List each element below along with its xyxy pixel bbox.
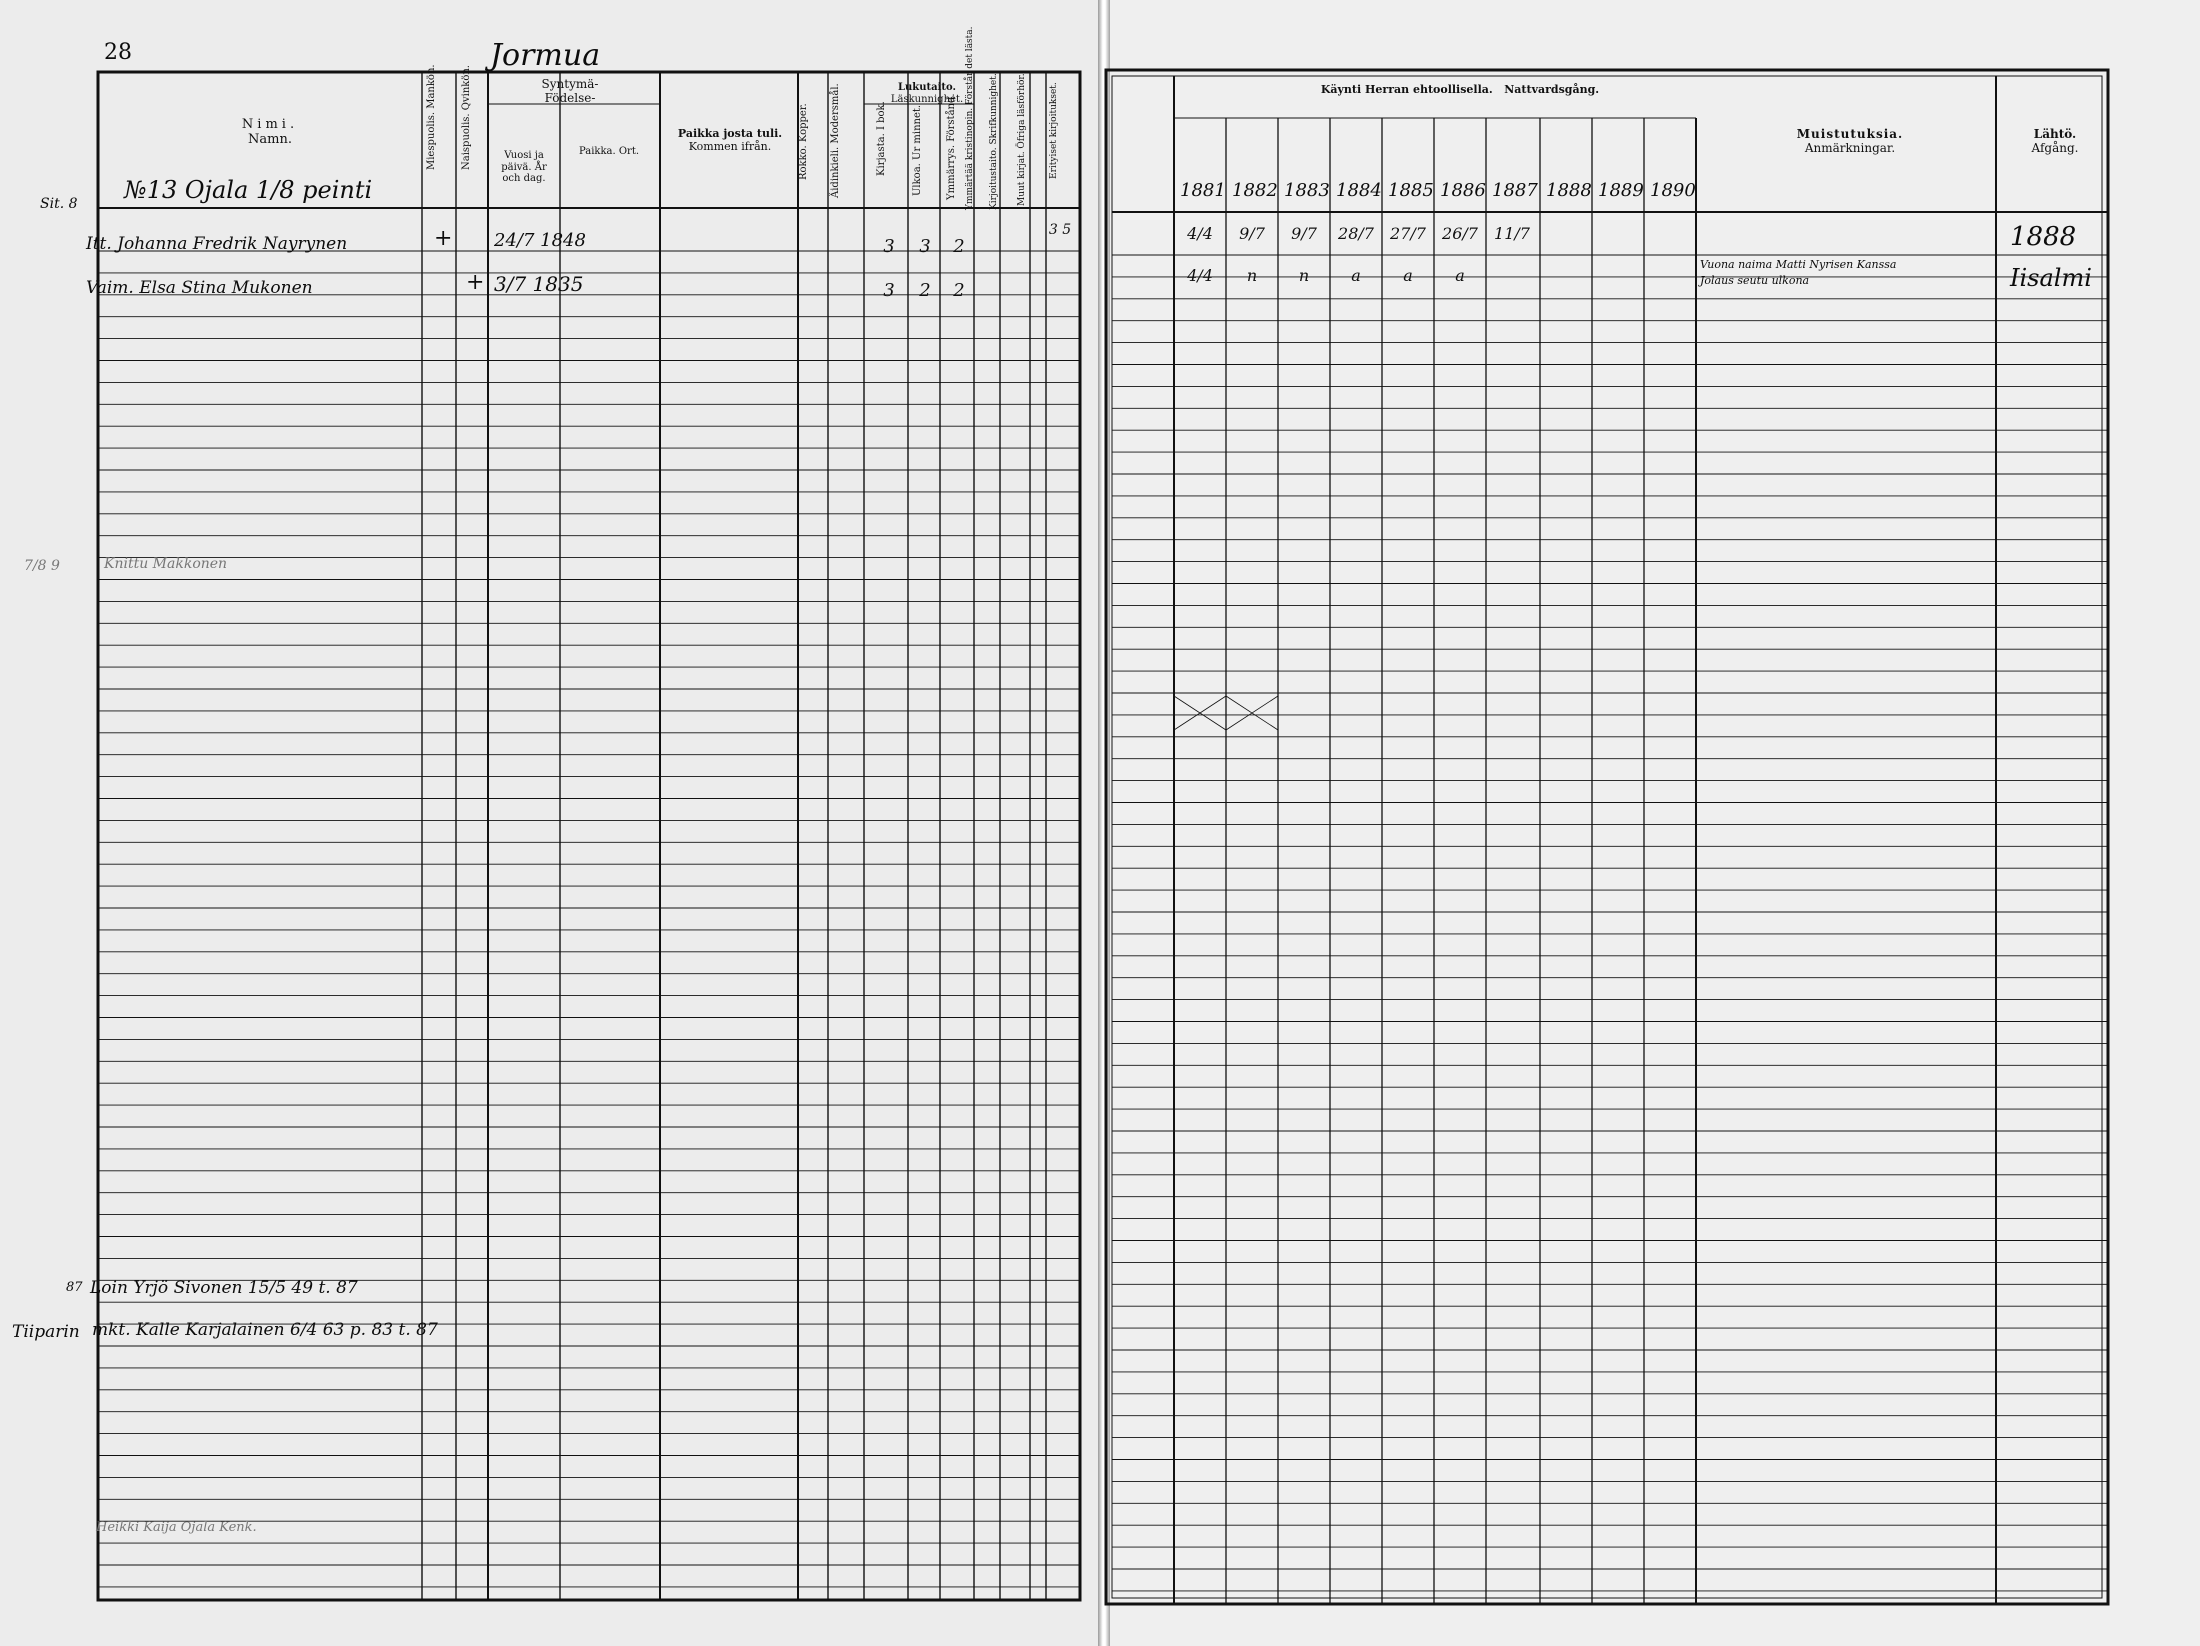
header-other-books: Muut kirjat. Öfriga läsförhör. (1017, 73, 1027, 206)
header-from-memory: Ulkoa. Ur minnet. (912, 104, 923, 196)
mark-2-understanding: 2 (953, 236, 965, 257)
communion-mark: n (1246, 266, 1258, 285)
year-header-1884: 1884 (1336, 180, 1382, 201)
mark-2-other: 3 5 (1048, 222, 1072, 238)
header-smallpox: Rokko. Kopper. (798, 103, 809, 180)
header-notes: Muistutuksia. Anmärkningar. (1796, 127, 1904, 155)
header-native-language: Äidinkieli. Modersmål. (830, 83, 841, 198)
header-place: Paikka. Ort. (578, 146, 640, 157)
year-header-1887: 1887 (1492, 180, 1538, 201)
header-departure: Lähtö. Afgång. (2031, 127, 2079, 155)
pencil-note-bottom: Heikki Kaija Ojala Kenk. (96, 1520, 257, 1535)
birth-date-2: 24/7 1848 (494, 230, 586, 251)
note-line-1: Vuona naima Matti Nyrisen Kanssa (1700, 258, 1897, 271)
year-header-1881: 1881 (1180, 180, 1226, 201)
mark-2-book: 3 (883, 236, 895, 257)
header-name: Nimi. Namn. (241, 117, 299, 147)
communion-mark: 27/7 (1390, 224, 1426, 243)
header-writing: Kirjoitustaito. Skrifkunnighet. (989, 73, 999, 210)
right-inner-border (1112, 76, 2102, 1598)
communion-mark: a (1351, 266, 1361, 285)
communion-mark: 9/7 (1239, 224, 1265, 243)
communion-mark: 4/4 (1187, 266, 1213, 285)
communion-mark: a (1455, 266, 1465, 285)
year-header-1886: 1886 (1440, 180, 1486, 201)
margin-note-mid: 7/8 9 (24, 558, 60, 574)
sex-mark-2: + (434, 226, 453, 251)
late-entry-1: Loin Yrjö Sivonen 15/5 49 t. 87 (90, 1278, 358, 1298)
late-margin-1: 87 (66, 1280, 83, 1295)
departure-year: 1888 (2010, 222, 2077, 252)
late-margin-2: Tiiparin (12, 1322, 80, 1342)
header-year-day: Vuosi ja päivä. År och dag. (501, 150, 547, 184)
mark-3-book: 3 (883, 280, 895, 301)
mark-3-understanding: 2 (953, 280, 965, 301)
communion-mark: 4/4 (1187, 224, 1213, 243)
sex-mark-3: + (466, 270, 485, 295)
header-birth: Syntymä- Födelse- (541, 77, 599, 105)
communion-mark: 11/7 (1494, 224, 1530, 243)
header-catechism: Ymmärtää kristinopin. Förstår det lästa. (965, 26, 975, 210)
note-line-2: Jolaus seutu ulkona (1700, 274, 1810, 287)
birth-date-3: 3/7 1835 (494, 272, 584, 296)
village-title: Jormua (490, 38, 601, 73)
year-header-1882: 1882 (1232, 180, 1278, 201)
year-header-1883: 1883 (1284, 180, 1330, 201)
communion-mark: n (1298, 266, 1310, 285)
communion-mark: a (1403, 266, 1413, 285)
header-from-book: Kirjasta. I bok. (876, 101, 887, 176)
entry-name-1: №13 Ojala 1/8 peinti (124, 176, 373, 204)
header-communion: Käynti Herran ehtoollisella. Nattvardsgång. (1320, 83, 1600, 96)
header-came-from: Paikka josta tuli. Kommen ifrån. (677, 127, 783, 153)
header-reading: Lukutaito. Läskunnighet. (890, 82, 964, 105)
communion-mark: 28/7 (1338, 224, 1374, 243)
year-header-1888: 1888 (1546, 180, 1592, 201)
right-table-border (1106, 70, 2108, 1604)
mark-2-memory: 3 (919, 236, 931, 257)
mark-3-memory: 2 (919, 280, 931, 301)
entry-name-3: Vaim. Elsa Stina Mukonen (86, 278, 313, 298)
header-special: Erityiset kirjoitukset. (1049, 82, 1059, 180)
communion-mark: 26/7 (1442, 224, 1478, 243)
year-header-1889: 1889 (1598, 180, 1644, 201)
late-entry-2: mkt. Kalle Karjalainen 6/4 63 p. 83 t. 87 (92, 1320, 438, 1340)
header-women: Naispuolis. Qvinkön. (461, 65, 472, 170)
header-understanding: Ymmärrys. Förstånd. (946, 93, 957, 200)
entry-name-2: Itt. Johanna Fredrik Nayrynen (86, 234, 348, 254)
departure-place: Iisalmi (2010, 264, 2092, 292)
margin-note-1: Sit. 8 (40, 196, 78, 212)
communion-mark: 9/7 (1291, 224, 1317, 243)
pencil-note-mid: Knittu Makkonen (104, 556, 228, 572)
header-men: Miespuolis. Mankön. (426, 64, 437, 170)
page-number: 28 (104, 40, 132, 65)
year-header-1885: 1885 (1388, 180, 1434, 201)
year-header-1890: 1890 (1650, 180, 1696, 201)
